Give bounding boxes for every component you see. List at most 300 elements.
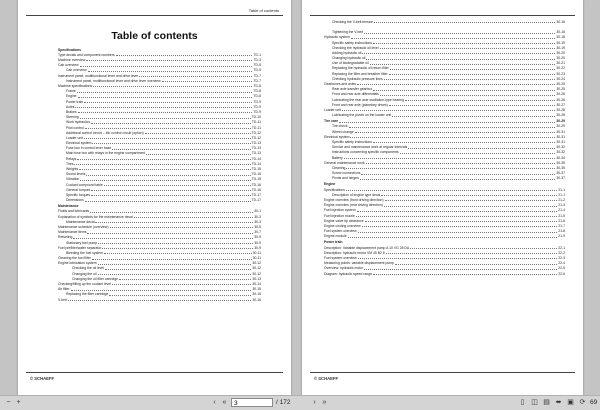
toc-entry-page: 30-15 xyxy=(252,292,261,297)
toc-entry-label: Dimensions xyxy=(66,198,84,203)
header-rule xyxy=(26,15,283,16)
toc-leader-dots xyxy=(84,138,251,139)
toc-entry-page: TD-15 xyxy=(251,167,261,171)
toc-leader-dots xyxy=(145,133,251,134)
toc-leader-dots xyxy=(358,232,558,233)
toc-leader-dots xyxy=(380,95,555,96)
toc-entry-label: Screw connections xyxy=(332,171,361,176)
toc-entry-label: Changing the oil filter cartridge xyxy=(72,276,118,281)
toc-entry[interactable] xyxy=(324,271,565,276)
toc-entry-page: 21-6 xyxy=(558,218,565,223)
toc-list-right xyxy=(324,19,565,276)
toc-entry-page: 30-12 xyxy=(252,261,261,266)
toc-leader-dots xyxy=(357,84,555,85)
toc-leader-dots xyxy=(346,190,557,191)
footer-rule xyxy=(310,372,575,373)
toc-entry-page: 21-4 xyxy=(558,208,565,213)
toc-entry-page: 21-7 xyxy=(558,223,565,228)
toc-entry-label: Replacing the hydraulic oil return filter xyxy=(332,66,389,71)
toc-entry-page: 21-2 xyxy=(558,197,565,202)
toc-entry-page: TD-13 xyxy=(251,146,261,151)
toc-entry-label: Specifications xyxy=(58,47,81,52)
toc-entry-label: Checking the oil level xyxy=(72,266,105,271)
toc-entry-page: TD-1 xyxy=(253,52,261,57)
toc-entry-page: TD-15 xyxy=(251,177,261,182)
toc-entry-label: Main fuse box with relays in the engine compartment xyxy=(66,151,146,156)
toc-leader-dots xyxy=(98,264,252,265)
toc-entry-label: Axles xyxy=(66,104,75,109)
toc-leader-dots xyxy=(93,86,252,87)
toc-entry-label: Fuel prefilter/water separator xyxy=(58,245,102,250)
toc-entry-label: Loader unit xyxy=(324,107,341,112)
toc-leader-dots xyxy=(80,66,253,67)
toc-entry-page: 30-5 xyxy=(254,224,261,229)
toc-entry-label: Maintenance decal xyxy=(66,219,95,224)
toc-entry-page: 30-19 xyxy=(556,45,565,50)
toc-entry-label: Battery xyxy=(332,155,343,160)
pdf-page-right xyxy=(302,0,583,395)
toc-entry-page: 22-1 xyxy=(558,245,565,250)
toc-entry-page: 22-3 xyxy=(558,255,565,260)
toc-leader-dots xyxy=(74,164,250,165)
toc-entry-page: 30-15 xyxy=(252,287,261,292)
toc-entry-label: Coolant compound table xyxy=(66,182,103,187)
toc-leader-dots xyxy=(410,248,557,249)
toc-leader-dots xyxy=(389,105,556,106)
zoom-out-icon[interactable]: − xyxy=(6,399,11,406)
toc-entry-page: TD-9 xyxy=(253,99,261,104)
toc-entry-label: Steering xyxy=(66,115,79,120)
toc-entry-label: Cleaning the fuel filter xyxy=(58,256,91,261)
toc-leader-dots xyxy=(373,90,555,91)
toc-leader-dots xyxy=(85,201,251,202)
toc-entry-label: Power train xyxy=(66,99,84,104)
toc-leader-dots xyxy=(92,143,250,144)
toc-entry-page: 30-34 xyxy=(556,155,565,160)
toc-entry-page: TD-10 xyxy=(251,115,261,120)
toc-entry-label: Engine overview (rear driving direction) xyxy=(324,203,383,208)
toc-entry-label: Relays xyxy=(66,156,77,161)
toc-leader-dots xyxy=(348,237,558,238)
toc-entry-label: Fuel injection system xyxy=(324,208,356,213)
toc-leader-dots xyxy=(75,107,252,108)
toc-entry-label: Changing hydraulic oil xyxy=(332,56,366,61)
toc-entry-label: Brakes xyxy=(66,109,77,114)
toc-entry-page: 21-8 xyxy=(558,229,565,234)
single-page-view-icon[interactable]: ▯ xyxy=(520,399,525,406)
toc-entry-page: TD-8 xyxy=(253,84,261,88)
toc-entry-label: Vibration xyxy=(66,177,80,182)
toc-leader-dots xyxy=(384,79,556,80)
toc-entry-page: TD-16 xyxy=(251,187,261,192)
toc-entry-page: 30-1 xyxy=(254,209,261,214)
toc-leader-dots xyxy=(405,100,555,101)
toc-entry-page: 22-6 xyxy=(558,271,565,276)
toc-entry-page: 30-13 xyxy=(252,276,261,281)
toc-entry-page: TD-14 xyxy=(251,161,261,166)
toc-entry-page: 30-27 xyxy=(556,102,565,107)
toc-leader-dots xyxy=(381,195,557,196)
toc-entry-label: Service and maintenance work at regular intervals xyxy=(332,145,408,150)
toc-leader-dots xyxy=(342,110,555,111)
toc-entry-page: 30-28 xyxy=(556,113,565,118)
toc-entry-label: Explanation of symbols for the maintenance decal xyxy=(58,214,133,219)
pdf-page-left xyxy=(18,0,291,395)
next-page-icon[interactable]: › xyxy=(313,399,316,406)
rotate-icon[interactable]: ⟳ xyxy=(579,399,586,406)
toc-entry-label: Type decals and component numbers xyxy=(58,52,115,57)
toc-leader-dots xyxy=(346,168,555,169)
last-page-icon[interactable]: » xyxy=(322,399,327,406)
toc-entry-label: Refueling xyxy=(58,235,73,240)
toc-leader-dots xyxy=(80,118,251,119)
toc-leader-dots xyxy=(87,233,253,234)
toc-entry-label: Power train xyxy=(324,240,343,245)
toc-entry-label: Pivots and hinges xyxy=(332,176,359,181)
toc-entry-label: Cab overview xyxy=(66,68,87,73)
toc-entry-page: 30-31 xyxy=(556,129,565,134)
toc-entry-page: 30-24 xyxy=(556,76,565,81)
toc-entry-label: Pilot control xyxy=(66,125,84,130)
prev-page-icon[interactable]: ‹ xyxy=(213,399,216,406)
toc-entry-page: 30-12 xyxy=(252,266,261,271)
toc-entry-page: TD-11 xyxy=(251,120,261,125)
toc-leader-dots xyxy=(91,190,250,191)
toc-entry-page: 30-32 xyxy=(556,150,565,155)
toc-leader-dots xyxy=(105,269,251,270)
toc-entry-page: 30-11 xyxy=(252,250,261,255)
toc-leader-dots xyxy=(116,55,253,56)
toc-entry-label: General torques xyxy=(66,187,91,192)
toc-entry-label: Rear axle transfer gearbox xyxy=(332,87,373,92)
toc-leader-dots xyxy=(362,226,558,227)
toc-entry-label: Machine specifications xyxy=(58,84,93,88)
toc-entry-label: Description: hydraulic motor VM 45 B2 8 xyxy=(324,250,385,255)
toc-entry-page: 30-26 xyxy=(556,92,565,97)
toc-entry-label: Hydraulic system xyxy=(324,35,350,40)
toc-entry-label: Instructions concerning specific components xyxy=(332,150,399,155)
toc-entry-label: Cab overview xyxy=(58,63,79,68)
toc-entry-label: Tightening the V-belt xyxy=(332,30,363,35)
toc-entry-label: Tires xyxy=(66,161,74,166)
toc-entry-label: Measuring points: variable displacement pump xyxy=(324,261,394,266)
toc-entry-page: 30-29 xyxy=(556,119,565,124)
toc-entry-label: Engine xyxy=(66,94,77,99)
toc-entry-label: Lubricating the pivots on the loader unit xyxy=(332,113,392,118)
toc-leader-dots xyxy=(364,269,557,270)
toc-entry-label: Instrument panel, multifunctional lever and drive lever overview xyxy=(66,78,161,83)
toc-entry-page: 30-26 xyxy=(556,97,565,102)
toc-entry-page: TD-8 xyxy=(253,94,261,99)
toc-entry-label: Bleeding the fuel system xyxy=(66,250,103,255)
toc-entry-page: 30-37 xyxy=(556,171,565,176)
toc-entry-label: Checking/filling up the coolant level xyxy=(58,282,111,287)
toc-entry-label: Fuse box in control lever base xyxy=(66,146,112,151)
toc-entry-page: 30-21 xyxy=(556,61,565,66)
toc-entry-page: 30-12 xyxy=(252,271,261,276)
toc-entry-page: TD-7 xyxy=(253,78,261,83)
toc-entry-label: Electrical system xyxy=(66,141,92,146)
toc-leader-dots xyxy=(73,238,253,239)
toc-entry-label: Weights xyxy=(66,167,79,171)
toc-leader-dots xyxy=(385,200,558,201)
toc-leader-dots xyxy=(356,216,557,217)
toc-entry-label: Fluids and lubricants xyxy=(58,209,90,214)
toc-entry-label: Fuel injection nozzle xyxy=(324,213,355,218)
toc-entry-page: TD-9 xyxy=(253,109,261,114)
toc-leader-dots xyxy=(80,180,250,181)
toc-entry-label: Engine xyxy=(324,182,336,187)
toc-leader-dots xyxy=(110,227,254,228)
toc-leader-dots xyxy=(98,274,252,275)
toc-entry[interactable] xyxy=(58,297,261,302)
toc-entry-label: Machine overview xyxy=(58,58,86,63)
toc-leader-dots xyxy=(88,71,253,72)
toc-entry-label: Maintenance xyxy=(58,204,79,209)
toc-entry-label: Engine lubrication system xyxy=(58,261,97,266)
fit-width-icon[interactable]: ⬌ xyxy=(555,399,562,406)
toc-leader-dots xyxy=(392,116,555,117)
toc-entry-label: Stationary fuel pump xyxy=(66,240,98,245)
toc-entry-label: Tire check xyxy=(332,124,348,129)
toc-leader-dots xyxy=(370,64,556,65)
toc-entry-page: TD-12 xyxy=(251,130,261,135)
toc-entry-label: Frame xyxy=(66,89,76,94)
toc-leader-dots xyxy=(91,123,251,124)
toc-entry-page: 21-9 xyxy=(558,234,565,239)
toc-entry-page: 30-7 xyxy=(254,230,261,235)
toc-leader-dots xyxy=(390,69,556,70)
toc-leader-dots xyxy=(357,211,558,212)
toc-entry-label: Front and rear axle differentials xyxy=(332,92,379,97)
toc-leader-dots xyxy=(366,59,555,60)
toc-entry-page: 22-5 xyxy=(558,266,565,271)
toc-entry-page: 30-20 xyxy=(556,50,565,55)
toc-entry-label: Engine module xyxy=(324,234,347,239)
toc-leader-dots xyxy=(344,158,556,159)
toc-entry-label: Front and rear axle (planetary drives) xyxy=(332,102,388,107)
toc-entry-label: Wheel change xyxy=(332,129,354,134)
toc-entry-page: 30-28 xyxy=(556,107,565,112)
toc-leader-dots xyxy=(389,74,556,75)
two-page-view-icon[interactable]: ◫ xyxy=(531,399,538,406)
toc-leader-dots xyxy=(119,279,251,280)
toc-entry-page: 30-25 xyxy=(556,82,565,87)
toc-leader-dots xyxy=(395,264,557,265)
zoom-level: 69 xyxy=(590,399,598,406)
toc-entry-page: TD-13 xyxy=(251,151,261,156)
toc-entry-label: Replacing the filter and breather filter xyxy=(332,71,388,76)
toc-leader-dots xyxy=(362,53,555,54)
toc-leader-dots xyxy=(361,174,555,175)
toc-leader-dots xyxy=(134,217,253,218)
toc-leader-dots xyxy=(109,295,251,296)
toc-leader-dots xyxy=(92,259,252,260)
toc-leader-dots xyxy=(84,102,252,103)
toc-entry-page: TD-16 xyxy=(251,182,261,187)
toc-leader-dots xyxy=(79,169,250,170)
toc-leader-dots xyxy=(98,243,253,244)
toc-entry-label: Engine overview (front driving direction) xyxy=(324,197,384,202)
toc-entry-page: 30-31 xyxy=(556,140,565,144)
toc-entry-page: 30-25 xyxy=(556,87,565,92)
toc-entry-label: Checking hydraulic pressure lines xyxy=(332,76,383,81)
footer-rule xyxy=(26,372,283,373)
toc-leader-dots xyxy=(365,221,558,222)
toc-entry-page: 30-14 xyxy=(252,282,261,287)
toc-leader-dots xyxy=(86,60,252,61)
toc-entry-label: Additional control circuit – 4th control circuit (option) xyxy=(66,130,144,135)
toc-entry-page: 30-20 xyxy=(556,56,565,61)
toc-entry-label: Specific safety instructions xyxy=(332,40,372,45)
toc-leader-dots xyxy=(112,284,251,285)
toc-entry-page: TD-3 xyxy=(253,58,261,63)
toc-entry-page: 30-35 xyxy=(556,165,565,170)
toc-leader-dots xyxy=(95,222,253,223)
toc-entry-label: Lubricating the rear axle oscillation-type bearing xyxy=(332,97,404,102)
toc-leader-dots xyxy=(384,206,557,207)
toc-entry-page: 30-23 xyxy=(556,71,565,76)
toc-entry-page: TD-13 xyxy=(251,141,261,146)
toc-entry-page: 30-37 xyxy=(556,176,565,181)
toc-entry-page: TD-12 xyxy=(251,135,261,140)
page-title: Table of contents xyxy=(111,30,198,42)
toc-entry-label: Engine cooling overview xyxy=(324,223,361,228)
toc-entry-page: TD-15 xyxy=(251,172,261,177)
toc-entry-page: 21-5 xyxy=(558,213,565,218)
toc-leader-dots xyxy=(112,149,250,150)
toc-entry-page: TD-8 xyxy=(253,89,261,94)
toc-entry-page: 30-29 xyxy=(556,124,565,129)
toc-entry-page: 30-9 xyxy=(254,245,261,250)
toc-entry-page: TD-5 xyxy=(253,68,261,73)
toc-leader-dots xyxy=(386,253,558,254)
toc-leader-dots xyxy=(339,122,555,123)
bottom-toolbar xyxy=(0,395,600,410)
fit-page-icon[interactable]: ▣ xyxy=(567,399,574,406)
toc-leader-dots xyxy=(380,48,556,49)
toc-leader-dots xyxy=(91,195,250,196)
toc-entry-label: Loader unit xyxy=(66,135,83,140)
brand-logo: © SCHAEFF xyxy=(314,376,339,381)
toc-entry-page: 21-3 xyxy=(558,203,565,208)
toc-entry-page: 30-16 xyxy=(556,30,565,35)
page-number-input[interactable]: 3 xyxy=(231,398,273,407)
zoom-in-icon[interactable]: + xyxy=(16,399,21,406)
toc-entry-page: 30-3 xyxy=(254,219,261,224)
page-count: / 172 xyxy=(276,399,291,406)
toc-leader-dots xyxy=(78,112,253,113)
toc-entry-label: Instrument panel, multifunctional lever and drive lever xyxy=(58,73,139,78)
toc-entry-label: Electrical system xyxy=(324,134,350,139)
toc-leader-dots xyxy=(355,132,556,133)
toc-entry-label: Fuel system overview xyxy=(324,255,357,260)
toc-leader-dots xyxy=(77,92,253,93)
toc-entry-page: TD-5 xyxy=(253,63,261,68)
toc-entry-label: Engine valve tip clearance xyxy=(324,218,364,223)
toc-entry-page: TD-11 xyxy=(251,125,261,130)
toc-leader-dots xyxy=(78,97,253,98)
toc-entry-page: TD-17 xyxy=(251,192,261,197)
toc-leader-dots xyxy=(351,38,556,39)
toc-entry-label: V-belt xyxy=(58,297,67,302)
toc-list-left xyxy=(58,46,261,302)
brand-logo: © SCHAEFF xyxy=(30,376,55,381)
toc-leader-dots xyxy=(146,154,250,155)
toc-entry-label: Cleaning xyxy=(332,165,346,170)
page-header-text: Table of contents xyxy=(248,8,279,13)
toc-entry-label: General maintenance work xyxy=(324,160,365,165)
toc-leader-dots xyxy=(86,175,250,176)
toc-leader-dots xyxy=(360,179,556,180)
toc-leader-dots xyxy=(373,142,555,143)
toc-leader-dots xyxy=(162,81,253,82)
toc-entry-label: Use of biodegradable oil xyxy=(332,61,369,66)
toc-entry-label: Checking the V-belt tension xyxy=(332,19,374,24)
toc-entry-page: 30-16 xyxy=(556,19,565,24)
toc-leader-dots xyxy=(68,300,252,301)
toc-entry-page: 30-3 xyxy=(254,214,261,219)
toc-entry-label: Specific torques xyxy=(66,192,91,197)
toc-leader-dots xyxy=(102,248,253,249)
toc-entry-label: Description: Variable displacement pump A 10 VG 28 DA xyxy=(324,245,410,250)
toc-leader-dots xyxy=(104,185,251,186)
toc-entry-page: 30-9 xyxy=(254,240,261,245)
toc-entry-label: Adding hydraulic oil xyxy=(332,50,362,55)
toc-entry-page: TD-7 xyxy=(253,73,261,78)
toc-leader-dots xyxy=(400,153,556,154)
toc-entry-page: 30-16 xyxy=(252,297,261,302)
toc-leader-dots xyxy=(374,22,555,23)
toc-entry-page: 22-4 xyxy=(558,261,565,266)
toc-leader-dots xyxy=(71,290,252,291)
toc-entry-label: Checking the hydraulic oil level xyxy=(332,45,379,50)
toc-entry-page: 30-11 xyxy=(252,256,261,261)
toc-leader-dots xyxy=(408,148,555,149)
toc-entry-label: Fuel system overview xyxy=(324,229,357,234)
toc-leader-dots xyxy=(77,159,250,160)
toc-leader-dots xyxy=(366,163,556,164)
toc-entry-label: Gearboxes and axles xyxy=(324,82,357,87)
toc-entry-label: Tire care xyxy=(324,119,339,124)
toc-leader-dots xyxy=(139,76,252,77)
continuous-view-icon[interactable]: ▤ xyxy=(543,399,550,406)
header-rule xyxy=(310,15,575,16)
toc-entry-page: 30-32 xyxy=(556,145,565,150)
toc-entry-page: TD-17 xyxy=(251,198,261,203)
toc-entry-label: Maintenance schedule (overview) xyxy=(58,224,109,229)
toc-entry-label: Maintenance items xyxy=(58,230,87,235)
toc-leader-dots xyxy=(349,127,556,128)
toc-entry-label: Specific safety instructions xyxy=(332,140,372,144)
toc-entry-page: 30-19 xyxy=(556,40,565,45)
toc-leader-dots xyxy=(85,128,251,129)
toc-entry-label: Sound levels xyxy=(66,172,86,177)
toc-entry-label: Air filter xyxy=(58,287,70,292)
first-page-icon[interactable]: « xyxy=(222,399,227,406)
toc-entry-label: Diagram: hydraulic speed range xyxy=(324,271,373,276)
toc-entry-page: 21-1 xyxy=(558,187,565,192)
toc-entry-label: Replacing the filter cartridge xyxy=(66,292,109,297)
toc-entry-label: Work hydraulics xyxy=(66,120,91,125)
toc-leader-dots xyxy=(364,33,555,34)
toc-entry-page: TD-14 xyxy=(251,156,261,161)
toc-entry-page: 21-1 xyxy=(558,192,565,197)
toc-entry-label: Description of engine type decal xyxy=(332,192,381,197)
toc-entry-page: 22-2 xyxy=(558,250,565,255)
toc-entry-page: 30-9 xyxy=(254,235,261,240)
toc-entry-page: TD-9 xyxy=(253,104,261,109)
